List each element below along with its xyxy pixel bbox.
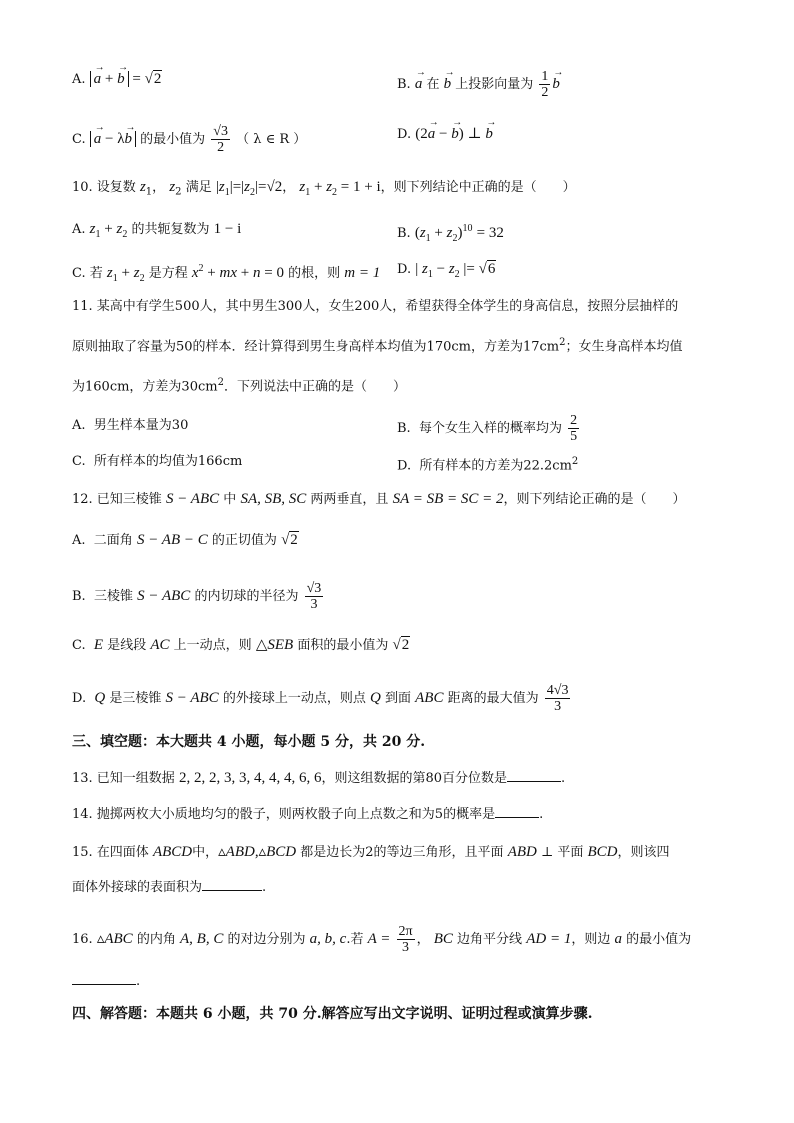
math-value: = 32 [476, 225, 504, 241]
math-expr: ABC [415, 690, 444, 706]
q9-option-b: B. a → 在 b → 上投影向量为 $\frac{1}{2}$ b → [397, 69, 560, 100]
option-text: 二面角 [93, 533, 133, 548]
math-expr: ▵ABC [96, 931, 133, 947]
math-expr: $z_1 + z_2 = 1 + i$ [299, 179, 381, 198]
question-text: 面体外接球的表面积为 [72, 880, 203, 895]
math-expr: S − AB − C [136, 532, 208, 548]
question-text: ，则该四 [617, 845, 670, 860]
question-text: ， [282, 180, 296, 195]
q12-option-c [72, 635, 410, 656]
option-text: 所有样本的均值为166cm [93, 454, 243, 469]
option-text: 的最小值为 [140, 132, 206, 147]
option-label: C. [72, 132, 86, 147]
section-heading-fill-in: 三、填空题：本大题共 4 小题，每小题 5 分，共 20 分. [72, 734, 426, 750]
question-text: 10. 设复数 [72, 180, 136, 195]
q12-option-d [72, 683, 572, 714]
question-text: 原则抽取了容量为50的样本．经计算得到男生身高样本均值为170cm，方差为17cm [72, 339, 560, 355]
question-text: ，则这组数据的第80百分位数是 [321, 771, 507, 786]
option-text: 的正切值为 [211, 533, 277, 548]
option-text: 的根，则 [288, 266, 341, 281]
fraction: $\frac{4√3}{3}$ [546, 683, 569, 714]
math-expr: $(z_1 + z_2)^{10}$ [414, 223, 473, 244]
q11-option-b [397, 413, 581, 444]
fraction: $\frac{1}{2}$ [541, 69, 549, 100]
math-var: Q [369, 690, 381, 706]
question-text: 满足 [185, 180, 212, 195]
q11-option-d: D. 所有样本的方差为$22.2cm^2$ [397, 456, 579, 474]
section-heading-solutions: 四、解答题：本题共 6 小题，共 70 分.解答应写出文字说明、证明过程或演算步骤. [72, 1006, 593, 1022]
question-text: . [262, 880, 267, 895]
math-data: 2, 2, 2, 3, 3, 4, 4, 4, 6, 6 [178, 770, 322, 786]
option-label: B. [397, 77, 411, 92]
math-expr: AD = 1 [526, 931, 572, 947]
math-expr: S − ABC [137, 588, 191, 604]
question-text: ；女生身高样本均值 [565, 339, 683, 355]
question-text: ， [152, 180, 166, 195]
q10-option-b [397, 219, 504, 249]
option-text: 距离的最大值为 [447, 691, 539, 706]
math-expr: SA = SB = SC = 2 [392, 491, 504, 507]
option-label: C. [72, 638, 86, 653]
answer-blank[interactable] [495, 817, 539, 818]
math-expr: a, b, c [309, 931, 347, 947]
option-text: 每个女生入样的概率均为 [418, 421, 562, 436]
math-expr: ABCD [152, 844, 193, 860]
math-var: a → [415, 74, 423, 94]
option-text: 到面 [384, 691, 411, 706]
math-expr: ▵ABD,▵BCD [218, 844, 297, 860]
question-text: 12. 已知三棱锥 [72, 492, 162, 507]
option-label: B. [397, 226, 411, 241]
option-text: 上一动点，则 [173, 638, 252, 653]
q12-option-a [72, 530, 299, 551]
math-expr: SA, SB, SC [240, 491, 307, 507]
question-text: 平面 [557, 845, 584, 860]
question-text: 的最小值为 [626, 932, 692, 947]
q14 [72, 805, 543, 825]
q10-option-d [397, 259, 496, 285]
option-text: 上投影向量为 [455, 77, 534, 92]
question-text: 的内角 [136, 932, 176, 947]
question-text: ．下列说法中正确的是（ ） [223, 379, 406, 395]
fraction: $\frac{2}{5}$ [570, 413, 578, 444]
option-text: 所有样本的方差为22.2cm [419, 458, 572, 474]
option-text: 三棱锥 [93, 589, 133, 604]
option-label: D. [397, 262, 412, 277]
question-text: ，则下列结论中正确的是（ ） [380, 180, 576, 195]
math-expr: a → − λb → [90, 131, 136, 147]
math-var: E [93, 637, 104, 653]
fraction: $\frac{√3}{3}$ [306, 581, 322, 612]
answer-blank[interactable] [507, 781, 561, 782]
question-text: . [136, 974, 141, 989]
question-text: 13. 已知一组数据 [72, 771, 175, 786]
q11-line-1: 11. 某高中有学生500人，其中男生300人，女生200人，希望获得全体学生的身高信息，按照分层抽样的 [72, 299, 679, 314]
question-text: 两两垂直，且 [310, 492, 389, 507]
q11-line-3: 为160cm，方差为$30cm^2$．下列说法中正确的是（ ） [72, 377, 406, 395]
option-label: C. [72, 266, 86, 281]
math-expr: √2 [392, 637, 410, 653]
question-text: 的对边分别为 [227, 932, 306, 947]
q9-option-d [397, 124, 493, 145]
answer-blank[interactable] [202, 890, 262, 891]
q16-line-2 [72, 972, 140, 992]
option-label: D. [397, 127, 412, 142]
option-label: B. [72, 589, 86, 604]
math-expr: AC [150, 637, 170, 653]
option-label: C. [72, 454, 86, 469]
option-label: B. [397, 421, 411, 436]
q16-line-1 [72, 924, 691, 955]
question-text: .若 [346, 932, 364, 947]
question-text: ，则边 [571, 932, 611, 947]
question-text: 14. 抛掷两枚大小质地均匀的骰子，则两枚骰子向上点数之和为5的概率是 [72, 807, 496, 822]
q15-line-1: 15. 在四面体 ABCD中，▵ABD,▵BCD 都是边长为2的等边三角形，且平面 ABD ⊥ 平面 BCD，则该四 [72, 844, 670, 860]
option-label: A. [72, 72, 86, 87]
math-expr: A, B, C [180, 931, 224, 947]
fraction: $\frac{2\pi}{3}$ [398, 924, 413, 955]
question-text: 边角平分线 [457, 932, 523, 947]
option-text: （ λ ∈ R ） [236, 132, 307, 147]
fraction: $\frac{√3}{2}$ [213, 124, 228, 155]
q11-line-2: 原则抽取了容量为50的样本．经计算得到男生身高样本均值为170cm，方差为$17cm^2$；女生身高样本均值 [72, 337, 683, 355]
math-expr: $z_1 + z_2$ [106, 265, 145, 284]
q11-option-a [72, 416, 188, 436]
question-text: 16. [72, 932, 93, 947]
math-expr: √2 [281, 532, 298, 548]
math-expr: $|z_1|=|z_2|=√2$ [215, 179, 283, 198]
option-text: 的外接球上一动点，则点 [222, 691, 366, 706]
question-text: . [561, 771, 566, 786]
math-value: m = 1 [344, 265, 381, 281]
option-text: 是方程 [148, 266, 188, 281]
math-expr: | $z_1 - z_2$ |= √6 [415, 261, 496, 280]
math-expr: $x^2$ + mx + n = 0 [191, 263, 284, 281]
option-label: D. [397, 458, 412, 474]
math-var: a [614, 931, 622, 947]
question-text: 为160cm，方差为30cm [72, 379, 218, 395]
math-expr: ABD [507, 844, 537, 860]
option-text: 在 [426, 77, 440, 92]
question-text: . [539, 807, 544, 822]
question-text: 都是边长为2的等边三角形，且平面 [300, 845, 504, 860]
option-label: D. [72, 691, 87, 706]
math-expr: BCD [587, 844, 618, 860]
math-expr: S − ABC [165, 690, 219, 706]
option-label: A. [72, 533, 86, 548]
q10-option-a [72, 219, 241, 245]
option-text: 男生样本量为30 [93, 418, 189, 433]
math-value: 1 − i [213, 221, 242, 237]
option-text: 的内切球的半径为 [194, 589, 299, 604]
question-text: ，则下列结论正确的是（ ） [503, 492, 686, 507]
math-var: b → [444, 74, 452, 94]
q9-option-c [72, 124, 306, 155]
option-text: 面积的最小值为 [297, 638, 389, 653]
q13 [72, 768, 565, 789]
math-expr: A = [367, 931, 391, 947]
q15-line-2 [72, 878, 266, 898]
answer-blank[interactable] [72, 984, 136, 985]
option-label: A. [72, 418, 86, 433]
question-text: 中， [192, 845, 219, 860]
math-expr: (2a → − b →) ⊥ b → [415, 126, 493, 142]
math-expr: S − ABC [165, 491, 220, 507]
q10-stem: 10. 设复数 $z_1$， $z_2$ 满足 $|z_1|=|z_2|=√2$， $z_1 + z_2 = 1 + i$，则下列结论中正确的是（ ） [72, 179, 576, 198]
option-text: 的共轭复数为 [131, 222, 210, 237]
q11-option-c [72, 452, 242, 472]
option-text: 是线段 [107, 638, 147, 653]
q9-option-a [72, 69, 162, 90]
question-text: 中 [223, 492, 237, 507]
math-var: Q [94, 690, 106, 706]
math-expr: BC [433, 931, 453, 947]
math-expr: a → + b → = √2 [90, 71, 163, 87]
question-text: 15. 在四面体 [72, 845, 149, 860]
option-text: 是三棱锥 [109, 691, 162, 706]
q12-stem [72, 489, 686, 510]
q10-option-c [72, 259, 380, 289]
math-expr: $z_1 + z_2$ [89, 221, 128, 240]
option-label: A. [72, 222, 86, 237]
q12-option-b [72, 581, 325, 612]
question-text: ， [416, 932, 430, 947]
math-expr: △SEB [255, 637, 294, 653]
option-text: 若 [89, 266, 103, 281]
